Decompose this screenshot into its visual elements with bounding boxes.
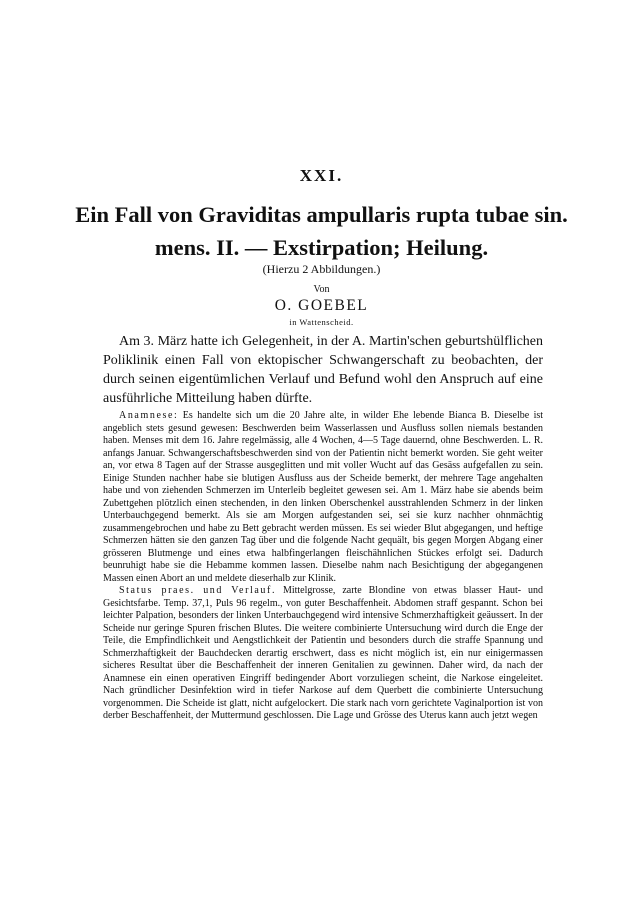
anamnese-paragraph xyxy=(103,410,543,585)
figures-note: (Hierzu 2 Abbildungen.) xyxy=(262,262,381,276)
anamnese-text: Es handelte sich um die 20 Jahre alte, in wilder Ehe lebende Bianca B. Dieselbe ist angeblich stets gesund gewesen: Beschwerden beim Wasserlassen und Ausfluss sollen niemals bestanden haben. Menses mit dem 16. Jahre regelmässig, alle 4 Wochen, 4—5 Tage dauernd, ohne Beschwerden. L. R. anfangs Januar. Schwangerschaftsbeschwerden sind von der Patientin nicht bemerkt worden. Sie geht weiter an, vor etwa 8 Tagen auf der Strasse ausgeglitten und mit voller Wucht auf das Gesäss aufgefallen zu sein. Einige Stunden nachher habe sie blutigen Ausfluss aus der Scheide bemerkt, der mehrere Tage angehalten habe und von ziehenden Schmerzen im Unterleib begleitet gewesen sei. Am 1. März habe sie abends beim Zubettgehen plötzlich einen stechenden, in den linken Oberschenkel ausstrahlenden Schmerz in der linken Unterbauchgegend bemerkt. Als sie am Morgen aufgestanden sei, sei sie kurz nachher ohnmächtig zusammengebrochen und habe zu Bett gebracht werden müssen. Es sei wieder Blut abgegangen, und heftige Schmerzen hätten sie den ganzen Tag über und die folgende Nacht gequält, bis gegen Morgen Abgang einer grösseren Blutmenge und eines etwa halbfingerlangen fleischähnlichen Stückes erfolgt sei. Dadurch beunruhigt habe sie die Hebamme kommen lassen. Dieselbe nahm nach Besichtigung der abgegangenen Massen einen Abort an und meldete dieserhalb zur Klinik. xyxy=(103,410,544,584)
chapter-number: XXI. xyxy=(299,166,344,185)
anamnese-label: Anamnese: xyxy=(119,410,179,421)
status-label: Status praes. und Verlauf. xyxy=(119,585,277,596)
byline-von: Von xyxy=(313,284,330,295)
status-text: Mittelgrosse, zarte Blondine von etwas blasser Haut- und Gesichtsfarbe. Temp. 37,1, Puls 96 regelm., von guter Beschaffenheit. Abdomen straff gespannt. Schon bei leichter Palpation, besonders der linken Unterbauchgegend wird intensive Schmerzhaftigkeit geäussert. In der Scheide nur geringe Spuren frischen Blutes. Die weitere combinierte Untersuchung wird durch die Enge der Teile, die Empfindlichkeit und Aengstlichkeit der Patientin und besonders durch die straffe Spannung und Schmerzhaftigkeit der Bauchdecken derartig erschwert, dass es nicht möglich ist, ein nur einigermassen sicheres Resultat über die Beschaffenheit der inneren Genitalien zu gewinnen. Daher wird, da nach der Anamnese ein einen operativen Eingriff bedingender Abort vorzuliegen scheint, die Narkose eingeleitet. Nach gründlicher Desinfektion wird in tiefer Narkose auf dem Querbett die combinierte Untersuchung vorgenommen. Die Scheide ist glatt, nicht aufgelockert. Die stark nach vorn gerichtete Vaginalportion ist von derber Beschaffenheit, der Muttermund geschlossen. Die Lage und Grösse des Uterus kann auch jetzt wegen xyxy=(103,585,544,721)
author-name: O. GOEBEL xyxy=(274,297,369,314)
status-paragraph xyxy=(103,585,543,723)
intro-paragraph xyxy=(103,332,543,408)
article-title: Ein Fall von Graviditas ampullaris rupta tubae sin. mens. II. — Exstirpation; Heilung. xyxy=(75,202,568,260)
case-report xyxy=(103,410,543,723)
intro-text: Am 3. März hatte ich Gelegenheit, in der A. Martin'schen geburtshülflichen Poliklinik einen Fall von ektopischer Schwangerschaft zu beobachten, der durch seinen eigentümlichen Verlauf und Befund wohl den Anspruch auf eine ausführliche Mitteilung haben dürfte. xyxy=(103,334,543,406)
author-place: in Wattenscheid. xyxy=(289,317,354,327)
